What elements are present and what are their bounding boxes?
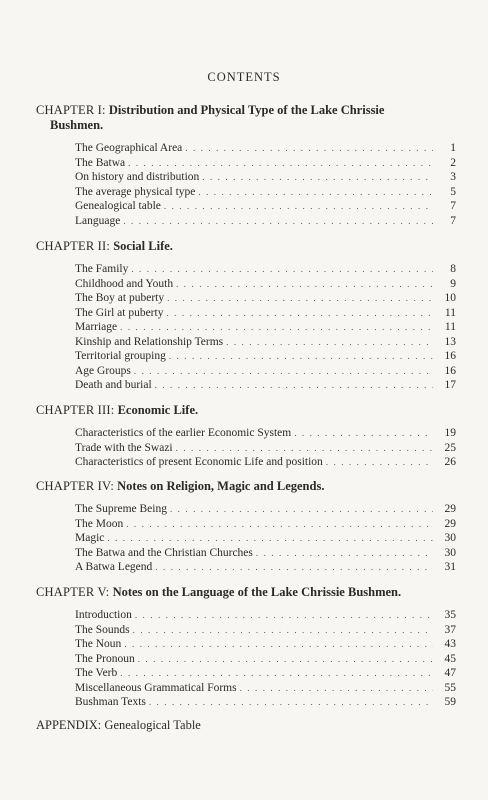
appendix-label: APPENDIX:	[36, 718, 102, 732]
toc-entry-list	[75, 502, 456, 575]
toc-entry	[75, 681, 456, 696]
toc-entry-title: Introduction	[75, 609, 132, 621]
contents-title: CONTENTS	[207, 70, 281, 84]
toc-entry-page: 13	[444, 335, 456, 348]
chapter-label: CHAPTER IV:	[36, 479, 115, 493]
dot-leader	[294, 426, 433, 441]
toc-entry	[75, 349, 456, 364]
dot-leader	[107, 531, 433, 546]
chapter-title: Distribution and Physical Type of the Lake Chrissie	[108, 103, 385, 117]
toc-entry-page: 5	[450, 185, 456, 198]
toc-entry-page: 30	[444, 532, 456, 544]
toc-entry	[75, 320, 456, 335]
dot-leader	[123, 214, 433, 229]
toc-entry-page: 11	[444, 306, 456, 319]
toc-entry-list	[75, 141, 456, 228]
chapter-3	[36, 403, 456, 470]
dot-leader	[126, 517, 433, 532]
toc-entry-page: 16	[444, 350, 456, 362]
toc-entry-page: 59	[444, 696, 456, 708]
toc-entry-page: 25	[444, 441, 456, 454]
dot-leader	[185, 141, 433, 156]
toc-entry-title: The Moon	[75, 517, 124, 530]
toc-entry	[75, 277, 456, 292]
toc-entry	[75, 156, 456, 171]
dot-leader	[169, 349, 433, 364]
toc-entry	[75, 306, 456, 321]
toc-entry	[75, 291, 456, 306]
toc-entry-title: Kinship and Relationship Terms	[75, 335, 224, 348]
toc-entry-page: 8	[450, 263, 456, 275]
toc-entry-page: 7	[450, 214, 456, 227]
toc-entry	[75, 531, 456, 546]
dot-leader	[134, 364, 433, 379]
toc-entry-page: 29	[444, 517, 456, 530]
toc-entry-page: 30	[444, 546, 456, 559]
chapter-title: Notes on Religion, Magic and Legends.	[117, 479, 325, 493]
toc-entry-title: The Verb	[75, 667, 118, 679]
dot-leader	[128, 156, 433, 171]
toc-entry-page: 2	[450, 156, 456, 169]
dot-leader	[155, 378, 433, 393]
toc-entry-page: 3	[450, 171, 456, 183]
toc-entry	[75, 335, 456, 350]
chapter-heading	[36, 239, 456, 254]
dot-leader	[198, 185, 433, 200]
toc-entry-title: Childhood and Youth	[75, 277, 174, 290]
toc-entry-title: The Noun	[75, 638, 122, 650]
dot-leader	[176, 441, 433, 456]
toc-entry	[75, 517, 456, 532]
toc-entry-title: Miscellaneous Grammatical Forms	[75, 681, 237, 694]
toc-entry-title: Age Groups	[75, 364, 131, 377]
dot-leader	[256, 546, 433, 561]
dot-leader	[326, 455, 433, 470]
toc-entry-title: Territorial grouping	[75, 350, 166, 362]
toc-entry	[75, 455, 456, 470]
toc-entry-title: Bushman Texts	[75, 696, 146, 708]
dot-leader	[164, 199, 433, 214]
dot-leader	[226, 335, 433, 350]
toc-entry-list	[75, 426, 456, 470]
toc-entry	[75, 441, 456, 456]
chapter-title: Notes on the Language of the Lake Chrissie Bushmen.	[112, 585, 402, 599]
toc-entry	[75, 666, 456, 681]
chapter-title: Social Life.	[113, 239, 173, 253]
toc-entry	[75, 364, 456, 379]
chapter-heading	[36, 479, 456, 494]
dot-leader	[133, 623, 433, 638]
dot-leader	[240, 681, 433, 696]
toc-entry-title: The Sounds	[75, 623, 130, 636]
chapter-2	[36, 239, 456, 393]
chapter-heading	[36, 585, 456, 600]
chapter-5	[36, 585, 456, 710]
toc-entry	[75, 170, 456, 185]
dot-leader	[135, 608, 433, 623]
toc-entry-title: Death and burial	[75, 379, 152, 391]
toc-entry	[75, 262, 456, 277]
toc-entry-title: Genealogical table	[75, 200, 161, 212]
toc-entry-title: Characteristics of present Economic Life and position	[75, 456, 323, 468]
appendix-line	[36, 718, 201, 733]
toc-entry	[75, 141, 456, 156]
toc-entry	[75, 199, 456, 214]
chapter-4	[36, 479, 456, 575]
toc-entry	[75, 546, 456, 561]
chapter-label: CHAPTER I:	[36, 103, 106, 117]
dot-leader	[149, 695, 433, 710]
toc-entry-title: The average physical type	[75, 185, 196, 198]
toc-entry-title: Magic	[75, 532, 105, 544]
toc-entry-page: 47	[444, 667, 456, 679]
dot-leader	[155, 560, 433, 575]
toc-entry-list	[75, 608, 456, 710]
dot-leader	[124, 637, 433, 652]
dot-leader	[170, 502, 433, 517]
toc-entry	[75, 652, 456, 667]
toc-entry-page: 17	[444, 379, 456, 391]
toc-entry-title: The Batwa and the Christian Churches	[75, 546, 253, 559]
toc-entry	[75, 185, 456, 200]
toc-entry	[75, 623, 456, 638]
dot-leader	[138, 652, 433, 667]
toc-entry-title: Language	[75, 214, 121, 227]
toc-entry-page: 11	[444, 321, 456, 333]
toc-entry-page: 43	[444, 638, 456, 650]
chapter-heading	[36, 103, 456, 133]
toc-entry	[75, 637, 456, 652]
dot-leader	[202, 170, 433, 185]
dot-leader	[167, 291, 433, 306]
toc-entry-page: 31	[444, 561, 456, 573]
toc-entry-page: 29	[444, 503, 456, 515]
toc-entry-page: 19	[444, 427, 456, 439]
dot-leader	[166, 306, 433, 321]
toc-entry-title: The Pronoun	[75, 652, 135, 665]
toc-entry-page: 55	[444, 681, 456, 694]
toc-entry	[75, 214, 456, 229]
toc-entry-title: The Geographical Area	[75, 142, 183, 154]
chapter-title: Economic Life.	[117, 403, 199, 417]
dot-leader	[120, 320, 433, 335]
toc-entry-title: The Girl at puberty	[75, 306, 164, 319]
toc-entry	[75, 608, 456, 623]
dot-leader	[176, 277, 433, 292]
toc-entry-title: On history and distribution	[75, 171, 200, 183]
chapter-label: CHAPTER III:	[36, 403, 115, 417]
chapter-title-continuation: Bushmen.	[50, 118, 104, 132]
toc-entry-page: 16	[444, 364, 456, 377]
toc-entry-page: 35	[444, 609, 456, 621]
chapter-label: CHAPTER II:	[36, 239, 111, 253]
toc-entry-page: 26	[444, 456, 456, 468]
toc-entry-page: 45	[444, 652, 456, 665]
chapter-heading	[36, 403, 456, 418]
toc-entry-page: 7	[450, 200, 456, 212]
toc-entry-page: 37	[444, 623, 456, 636]
appendix-title: Genealogical Table	[104, 718, 201, 732]
chapter-1	[36, 103, 456, 228]
chapter-label: CHAPTER V:	[36, 585, 110, 599]
toc-entry	[75, 426, 456, 441]
toc-entry-page: 1	[450, 142, 456, 154]
toc-entry-title: A Batwa Legend	[75, 561, 153, 573]
toc-entry-title: The Boy at puberty	[75, 292, 165, 304]
toc-entry-page: 10	[444, 292, 456, 304]
toc-entry-page: 9	[450, 277, 456, 290]
toc-entry-title: The Batwa	[75, 156, 126, 169]
toc-entry-title: Marriage	[75, 321, 118, 333]
toc-entry-list	[75, 262, 456, 393]
toc-entry	[75, 560, 456, 575]
dot-leader	[120, 666, 433, 681]
toc-entry-title: The Family	[75, 263, 129, 275]
toc-entry-title: The Supreme Being	[75, 503, 167, 515]
toc-entry	[75, 378, 456, 393]
dot-leader	[131, 262, 433, 277]
toc-entry	[75, 502, 456, 517]
toc-entry-title: Trade with the Swazi	[75, 441, 173, 454]
toc-entry-title: Characteristics of the earlier Economic System	[75, 427, 292, 439]
toc-entry	[75, 695, 456, 710]
